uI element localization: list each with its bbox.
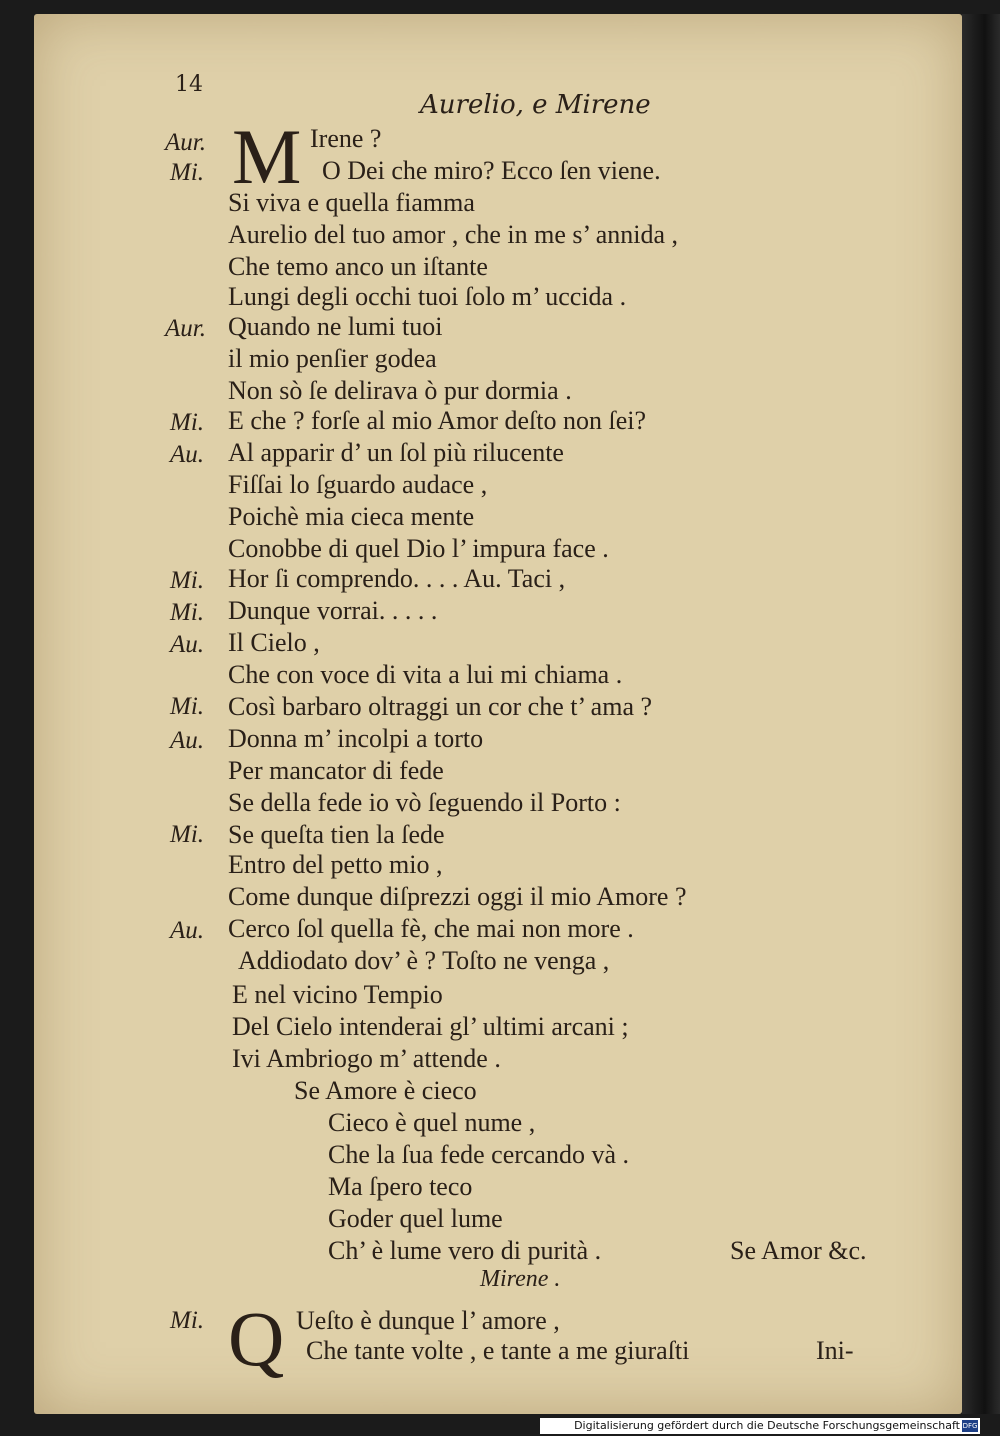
- verse-line: E nel vicino Tempio: [232, 980, 443, 1009]
- verse-line: Poichè mia cieca mente: [228, 502, 475, 531]
- speaker-label: Au.: [170, 631, 205, 658]
- speaker-label: Au.: [170, 727, 205, 754]
- verse-line: Ma ſpero teco: [328, 1172, 473, 1201]
- verse-line: Ivi Ambriogo m’ attende .: [232, 1044, 501, 1073]
- catchword: Ini-: [816, 1336, 854, 1365]
- speaker-label: Mi.: [170, 409, 205, 436]
- verse-line: Cerco ſol quella fè, che mai non more .: [228, 914, 634, 943]
- verse-line: Che temo anco un iſtante: [228, 252, 488, 281]
- verse-line: Se Amore è cieco: [294, 1076, 477, 1105]
- running-head: Aurelio, e Mirene: [420, 90, 651, 120]
- verse-line: Si viva e quella fiamma: [228, 188, 475, 217]
- verse-line: Come dunque diſprezzi oggi il mio Amore ?: [228, 882, 687, 911]
- book-gutter: [962, 14, 1000, 1414]
- verse-line: Goder quel lume: [328, 1204, 503, 1233]
- speaker-label: Mi.: [170, 567, 205, 594]
- drop-capital-q: Q: [228, 1295, 285, 1382]
- verse-line: Lungi degli occhi tuoi ſolo m’ uccida .: [228, 282, 627, 311]
- verse-line: Del Cielo intenderai gl’ ultimi arcani ;: [232, 1012, 629, 1041]
- speaker-label: Mi.: [170, 1307, 205, 1334]
- digitization-footer: [540, 1418, 980, 1434]
- speaker-label: Mi.: [170, 159, 205, 186]
- verse-line: Se queſta tien la ſede: [228, 820, 445, 849]
- verse-line: Al apparir d’ un ſol più rilucente: [228, 438, 564, 467]
- verse-line: Fiſſai lo ſguardo audace ,: [228, 470, 488, 499]
- verse-line: Entro del petto mio ,: [228, 850, 443, 879]
- dfg-logo: DFG: [962, 1422, 978, 1430]
- verse-line: Il Cielo ,: [228, 628, 320, 657]
- speaker-label: Au.: [170, 441, 205, 468]
- refrain-reference: Se Amor &c.: [730, 1236, 867, 1265]
- verse-line: Così barbaro oltraggi un cor che t’ ama ?: [228, 692, 653, 721]
- verse-line: Aurelio del tuo amor , che in me s’ annida ,: [228, 220, 679, 249]
- verse-line: Hor ſi comprendo. . . . Au. Taci ,: [228, 564, 566, 593]
- verse-line: Se della fede io vò ſeguendo il Porto :: [228, 788, 621, 817]
- verse-line: il mio penſier godea: [228, 344, 437, 373]
- speaker-label: Au.: [170, 917, 205, 944]
- page-number: 14: [175, 72, 203, 97]
- verse-line: Per mancator di fede: [228, 756, 444, 785]
- speaker-label: Aur.: [165, 129, 206, 156]
- section-heading: Mirene .: [480, 1266, 561, 1292]
- verse-line: E che ? forſe al mio Amor deſto non ſei?: [228, 406, 647, 435]
- verse-line: Che con voce di vita a lui mi chiama .: [228, 660, 623, 689]
- verse-line: Non sò ſe delirava ò pur dormia .: [228, 376, 572, 405]
- verse-line: Che tante volte , e tante a me giuraſti: [306, 1336, 690, 1365]
- drop-capital-m: M: [232, 113, 302, 200]
- verse-line: Ch’ è lume vero di purità .: [328, 1236, 602, 1265]
- verse-line: O Dei che miro? Ecco ſen viene.: [322, 156, 661, 185]
- verse-line: Donna m’ incolpi a torto: [228, 724, 484, 753]
- verse-line: Conobbe di quel Dio l’ impura face .: [228, 534, 609, 563]
- verse-line: Dunque vorrai. . . . .: [228, 596, 438, 625]
- footer-text: Digitalisierung gefördert durch die Deutsche Forschungsgemeinschaft: [574, 1419, 960, 1432]
- verse-line: Che la ſua fede cercando và .: [328, 1140, 630, 1169]
- verse-line: Irene ?: [310, 124, 382, 153]
- verse-line: Ueſto è dunque l’ amore ,: [296, 1306, 560, 1335]
- speaker-label: Mi.: [170, 599, 205, 626]
- speaker-label: Mi.: [170, 693, 205, 720]
- speaker-label: Mi.: [170, 821, 205, 848]
- verse-line: Addiodato dov’ è ? Toſto ne venga ,: [238, 946, 610, 975]
- verse-line: Cieco è quel nume ,: [328, 1108, 536, 1137]
- verse-line: Quando ne lumi tuoi: [228, 312, 443, 341]
- speaker-label: Aur.: [165, 315, 206, 342]
